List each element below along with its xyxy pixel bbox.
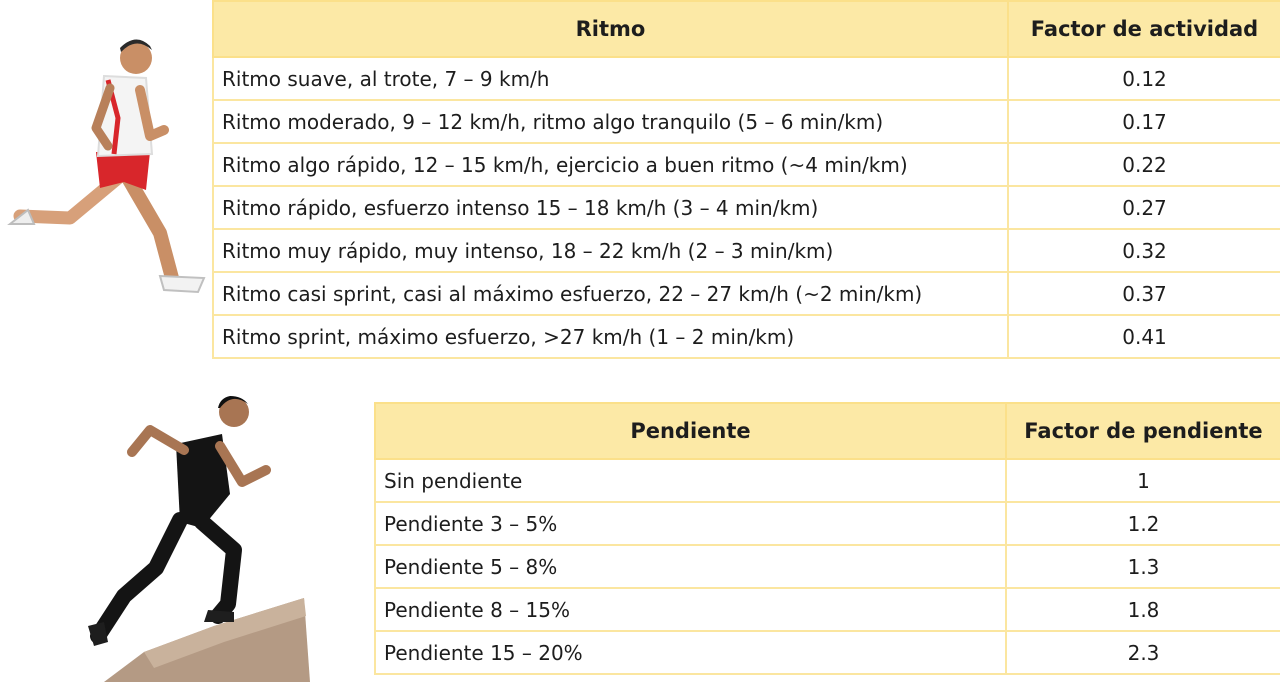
pace-label: Ritmo sprint, máximo esfuerzo, >27 km/h (1 – 2 min/km) [213, 315, 1008, 358]
slope-label: Pendiente 3 – 5% [375, 502, 1006, 545]
table-row [213, 143, 1280, 186]
table-row [375, 459, 1280, 502]
slope-factor-value: 1.3 [1006, 545, 1280, 588]
activity-factor-value: 0.17 [1008, 100, 1280, 143]
table-row [375, 588, 1280, 631]
slope-factor-value: 1.8 [1006, 588, 1280, 631]
pace-label: Ritmo algo rápido, 12 – 15 km/h, ejercicio a buen ritmo (~4 min/km) [213, 143, 1008, 186]
slope-label: Sin pendiente [375, 459, 1006, 502]
table-row [375, 631, 1280, 674]
slope-label: Pendiente 5 – 8% [375, 545, 1006, 588]
column-header-factor-pendiente: Factor de pendiente [1006, 403, 1280, 459]
column-header-factor-actividad: Factor de actividad [1008, 1, 1280, 57]
table-row [213, 186, 1280, 229]
column-header-ritmo: Ritmo [213, 1, 1008, 57]
activity-factor-value: 0.27 [1008, 186, 1280, 229]
table-row [213, 100, 1280, 143]
slope-factor-value: 1.2 [1006, 502, 1280, 545]
table-row [213, 57, 1280, 100]
pace-activity-factor-table [212, 0, 1280, 359]
table-header-row [213, 1, 1280, 57]
slope-factor-table [374, 402, 1280, 675]
table-row [213, 315, 1280, 358]
runner-photo-bottom [84, 390, 314, 686]
table-row [213, 272, 1280, 315]
table-header-row [375, 403, 1280, 459]
pace-label: Ritmo muy rápido, muy intenso, 18 – 22 km/h (2 – 3 min/km) [213, 229, 1008, 272]
slope-label: Pendiente 8 – 15% [375, 588, 1006, 631]
slope-label: Pendiente 15 – 20% [375, 631, 1006, 674]
column-header-pendiente: Pendiente [375, 403, 1006, 459]
pace-label: Ritmo suave, al trote, 7 – 9 km/h [213, 57, 1008, 100]
slope-factor-value: 2.3 [1006, 631, 1280, 674]
table-row [375, 502, 1280, 545]
runner-photo-top [0, 28, 210, 306]
activity-factor-value: 0.22 [1008, 143, 1280, 186]
activity-factor-value: 0.32 [1008, 229, 1280, 272]
slope-factor-value: 1 [1006, 459, 1280, 502]
pace-label: Ritmo moderado, 9 – 12 km/h, ritmo algo tranquilo (5 – 6 min/km) [213, 100, 1008, 143]
pace-label: Ritmo rápido, esfuerzo intenso 15 – 18 km/h (3 – 4 min/km) [213, 186, 1008, 229]
pace-label: Ritmo casi sprint, casi al máximo esfuerzo, 22 – 27 km/h (~2 min/km) [213, 272, 1008, 315]
table-row [213, 229, 1280, 272]
activity-factor-value: 0.37 [1008, 272, 1280, 315]
activity-factor-value: 0.12 [1008, 57, 1280, 100]
activity-factor-value: 0.41 [1008, 315, 1280, 358]
table-row [375, 545, 1280, 588]
